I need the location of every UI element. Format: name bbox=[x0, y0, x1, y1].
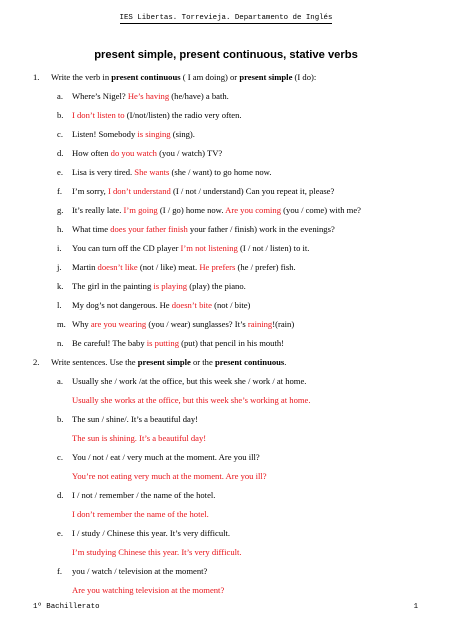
answer-text: are you wearing bbox=[90, 319, 147, 329]
answer-text: Are you watching television at the moment? bbox=[72, 585, 225, 595]
footer-course: 1º Bachillerato bbox=[33, 603, 100, 611]
answer-text: is playing bbox=[153, 281, 188, 291]
prompt-text: you / watch / television at the moment? bbox=[72, 566, 208, 576]
answer-text: raining bbox=[247, 319, 273, 329]
page-number: 1 bbox=[413, 603, 418, 611]
instruction-text: Write the verb in present continuous ( I am doing) or present simple (I do): bbox=[51, 72, 317, 82]
answer-text: I’m going bbox=[123, 205, 158, 215]
prompt-text: The sun / shine/. It’s a beautiful day! bbox=[72, 414, 199, 424]
answer-text: I don’t understand bbox=[107, 186, 171, 196]
header-text: IES Libertas. Torrevieja. Departamento de Inglés bbox=[119, 14, 333, 22]
answer-text: He prefers bbox=[199, 262, 236, 272]
answer-text: do you watch bbox=[110, 148, 157, 158]
exercise-2-number: 2. bbox=[33, 357, 40, 367]
prompt-text: I / not / remember / the name of the hotel. bbox=[72, 490, 216, 500]
answer-text: doesn’t bite bbox=[171, 300, 212, 310]
answer-text: Are you coming bbox=[225, 205, 282, 215]
answer-text: Usually she works at the office, but this week she’s working at home. bbox=[72, 395, 311, 405]
prompt-text: You / not / eat / very much at the moment. Are you ill? bbox=[72, 452, 260, 462]
answer-text: I don’t remember the name of the hotel. bbox=[72, 509, 209, 519]
prompt-text: Usually she / work /at the office, but this week she / work / at home. bbox=[72, 376, 307, 386]
instruction-text: Write sentences. Use the present simple or the present continuous. bbox=[51, 357, 287, 367]
answer-text: doesn’t like bbox=[97, 262, 138, 272]
answer-text: does your father finish bbox=[110, 224, 188, 234]
prompt-text: I / study / Chinese this year. It’s very difficult. bbox=[72, 528, 231, 538]
answer-text: I’m studying Chinese this year. It’s very difficult. bbox=[72, 547, 242, 557]
answer-text: She wants bbox=[134, 167, 170, 177]
answer-text: You’re not eating very much at the moment. Are you ill? bbox=[72, 471, 267, 481]
answer-text: I don’t listen to bbox=[72, 110, 125, 120]
page-header bbox=[0, 14, 452, 22]
answer-text: I’m not listening bbox=[180, 243, 238, 253]
answer-text: is singing bbox=[137, 129, 171, 139]
answer-text: He’s having bbox=[127, 91, 170, 101]
answer-text: The sun is shining. It’s a beautiful day! bbox=[72, 433, 207, 443]
page-title: present simple, present continuous, stative verbs bbox=[94, 49, 358, 61]
answer-text: is putting bbox=[146, 338, 179, 348]
exercise-1-number: 1. bbox=[33, 72, 40, 82]
